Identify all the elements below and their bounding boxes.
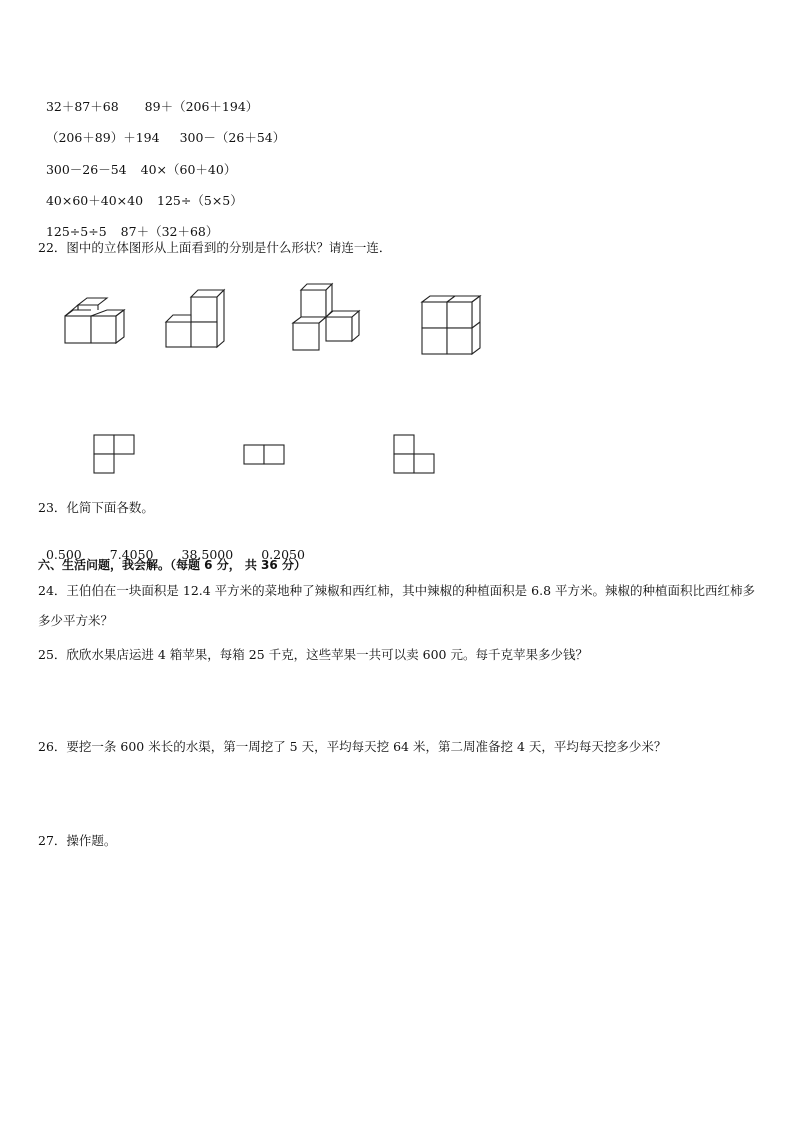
question-22: 22．图中的立体图形从上面看到的分别是什么形状？请连一连． (38, 240, 392, 255)
calc-row-1 (38, 83, 258, 115)
number-item: 0.500 (45, 547, 82, 562)
calc-expr: 89＋（206＋194） (144, 99, 259, 114)
section-6-heading: 六、生活问题，我会解。（每题 6 分， 共 36 分） (38, 558, 306, 572)
top-view-shape-3 (393, 434, 438, 476)
number-item: 38.5000 (181, 547, 234, 562)
solid-figure-2 (163, 285, 233, 350)
solid-figure-3 (290, 281, 365, 353)
question-24: 24．王伯伯在一块面积是 12.4 平方米的菜地种了辣椒和西红柿，其中辣椒的种植面积是 6.8 平方米。辣椒的种植面积比西红柿多多少平方米？ (38, 583, 756, 628)
calc-expr: 32＋87＋68 (45, 99, 119, 114)
calc-expr: 300－26－54 (45, 162, 127, 177)
question-23: 23．化简下面各数。 (38, 500, 154, 515)
calc-expr: （206＋89）＋194 (45, 130, 160, 145)
calc-expr: 40×60＋40×40 (45, 193, 144, 208)
calc-expr: 40×（60＋40） (140, 162, 237, 177)
top-view-shape-1 (93, 434, 138, 476)
question-27: 27．操作题。 (38, 833, 117, 848)
number-item: 0.2050 (261, 547, 305, 562)
question-25: 25．欣欣水果店运进 4 箱苹果，每箱 25 千克，这些苹果一共可以卖 600 元。每千克苹果多少钱？ (38, 647, 588, 662)
solid-figure-4 (418, 291, 488, 359)
calc-expr: 87＋（32＋68） (120, 224, 219, 239)
calc-row-3 (38, 146, 236, 178)
calc-expr: 125÷5÷5 (45, 224, 107, 239)
number-item: 7.4050 (109, 547, 154, 562)
calc-row-5 (38, 208, 218, 240)
top-view-shape-2 (243, 444, 288, 466)
solid-figure-1 (60, 298, 130, 348)
calc-row-4 (38, 177, 243, 209)
question-26: 26．要挖一条 600 米长的水渠，第一周挖了 5 天，平均每天挖 64 米，第二周准备挖 4 天，平均每天挖多少米？ (38, 739, 667, 754)
calc-expr: 125÷（5×5） (157, 193, 243, 208)
calc-row-2 (38, 114, 285, 146)
calc-expr: 300－（26＋54） (179, 130, 286, 145)
